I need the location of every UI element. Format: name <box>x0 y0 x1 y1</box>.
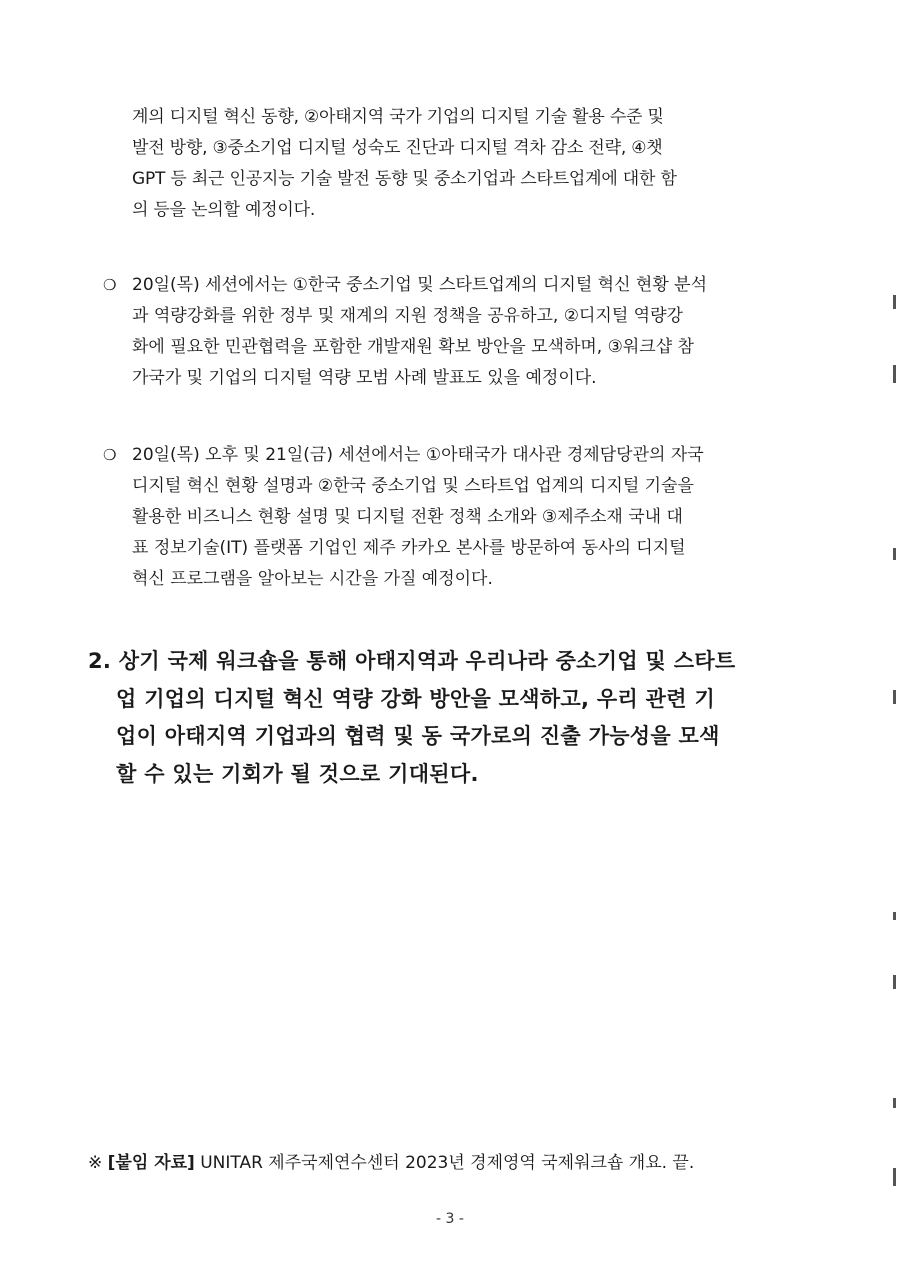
bullet-text <box>132 270 814 394</box>
reference-mark-icon: ※ <box>88 1153 103 1173</box>
text-line: 할 수 있는 기회가 될 것으로 기대된다. <box>116 761 479 786</box>
text-line: 화에 필요한 민관협력을 포함한 개발재원 확보 방안을 모색하며, ③워크샵 참 <box>132 337 694 357</box>
circle-bullet-icon: ❍ <box>103 276 117 294</box>
edge-mark <box>893 975 896 989</box>
text-line: GPT 등 최근 인공지능 기술 발전 동향 및 중소기업과 스타트업계에 대한 함 <box>132 169 677 189</box>
numbered-item-2 <box>88 643 816 793</box>
text-line: 2. 상기 국제 워크숍을 통해 아태지역과 우리나라 중소기업 및 스타트 <box>88 649 736 673</box>
text-line: 발전 방향, ③중소기업 디지털 성숙도 진단과 디지털 격차 감소 전략, ④챗 <box>132 138 663 158</box>
edge-mark <box>893 1098 896 1108</box>
continuation-paragraph <box>132 102 814 226</box>
circle-bullet-icon: ❍ <box>103 446 117 464</box>
text-line: 과 역량강화를 위한 정부 및 재계의 지원 정책을 공유하고, ②디지털 역량강 <box>132 306 683 326</box>
text-line: 디지털 혁신 현황 설명과 ②한국 중소기업 및 스타트업 업계의 디지털 기술을 <box>132 476 694 496</box>
edge-mark <box>893 295 896 309</box>
edge-mark <box>893 912 896 920</box>
text-line: 활용한 비즈니스 현황 설명 및 디지털 전환 정책 소개와 ③제주소재 국내 대 <box>132 507 683 527</box>
page-number: - 3 - <box>436 1211 464 1227</box>
attachment-note <box>88 1148 694 1173</box>
text-line: 표 정보기술(IT) 플랫폼 기업인 제주 카카오 본사를 방문하여 동사의 디지털 <box>132 538 686 558</box>
text-line: 20일(목) 오후 및 21일(금) 세션에서는 ①아태국가 대사관 경제담당관의 자국 <box>132 445 704 465</box>
text-line: 업이 아태지역 기업과의 협력 및 동 국가로의 진출 가능성을 모색 <box>116 724 720 748</box>
edge-mark <box>893 1168 896 1186</box>
attachment-text: UNITAR 제주국제연수센터 2023년 경제영역 국제워크숍 개요. 끝. <box>200 1153 695 1173</box>
edge-mark <box>893 548 896 560</box>
text-line: 가국가 및 기업의 디지털 역량 모범 사례 발표도 있을 예정이다. <box>132 368 597 388</box>
bullet-text <box>132 440 814 595</box>
text-line: 20일(목) 세션에서는 ①한국 중소기업 및 스타트업계의 디지털 혁신 현황 분석 <box>132 275 708 295</box>
text-line: 업 기업의 디지털 혁신 역량 강화 방안을 모색하고, 우리 관련 기 <box>116 686 716 711</box>
text-line: 계의 디지털 혁신 동향, ②아태지역 국가 기업의 디지털 기술 활용 수준 및 <box>132 107 664 127</box>
attachment-label: [붙임 자료] <box>107 1153 195 1173</box>
edge-mark <box>893 365 896 383</box>
edge-mark <box>893 690 896 704</box>
text-line: 의 등을 논의할 예정이다. <box>132 200 316 220</box>
text-line: 혁신 프로그램을 알아보는 시간을 가질 예정이다. <box>132 569 493 589</box>
